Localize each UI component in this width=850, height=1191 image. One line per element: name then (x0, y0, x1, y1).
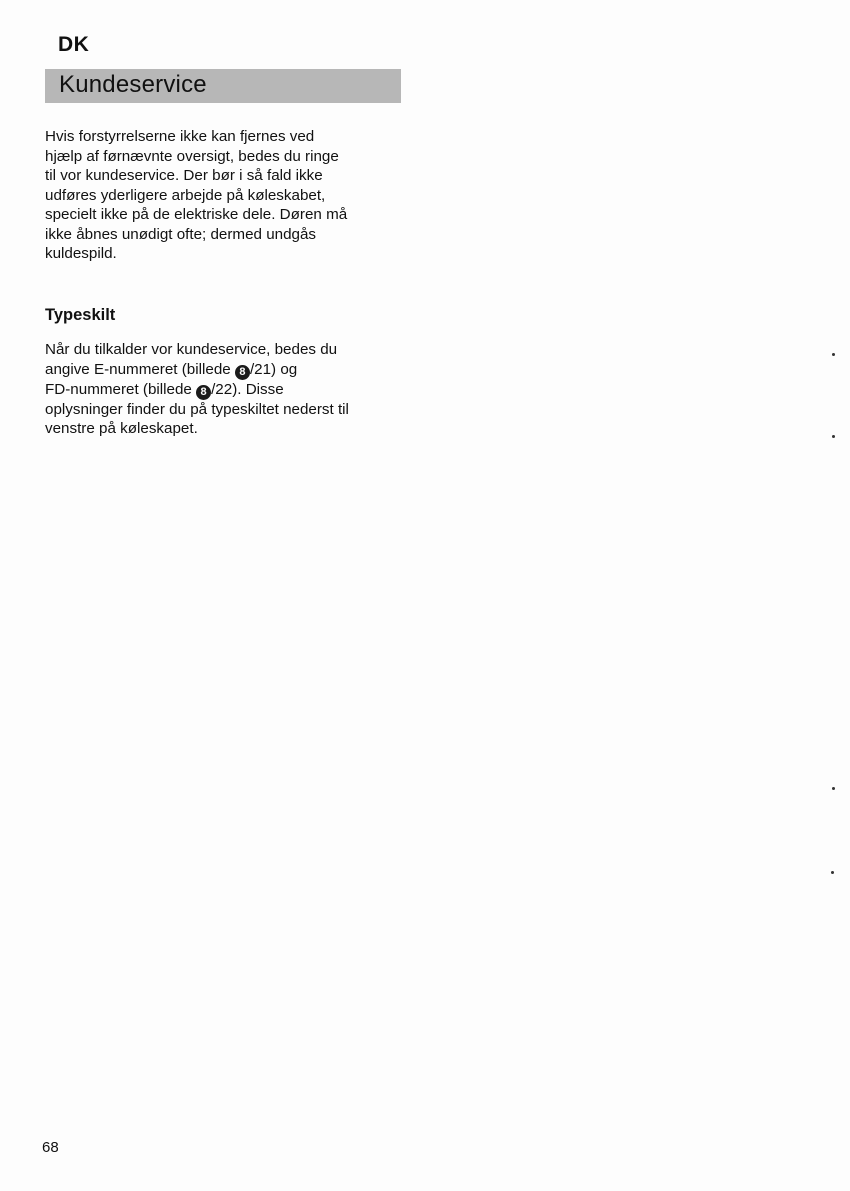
scan-speck (832, 787, 835, 790)
typeplate-paragraph (45, 340, 395, 439)
typeplate-text-segment: /22). Disse (211, 380, 284, 398)
intro-line: specielt ikke på de elektriske dele. Døren må (45, 206, 348, 223)
typeplate-text-segment: FD-nummeret (billede (45, 380, 197, 398)
scan-speck (831, 871, 834, 874)
page-number: 68 (42, 1139, 59, 1156)
scan-speck (832, 353, 835, 356)
figure-number-icon: 8 (196, 385, 211, 400)
section-banner (45, 69, 401, 103)
typeplate-line: Når du tilkalder vor kundeservice, bedes du (45, 341, 338, 358)
intro-line: hjælp af førnævnte oversigt, bedes du ringe (45, 147, 339, 165)
typeplate-text-segment: /21) og (249, 360, 298, 378)
scan-speck (832, 435, 835, 438)
figure-number-icon: 8 (235, 365, 250, 380)
section-title: Kundeservice (59, 71, 207, 98)
intro-line: kuldespild. (45, 245, 117, 262)
typeplate-line (45, 360, 395, 380)
intro-line: til vor kundeservice. Der bør i så fald ikke (45, 167, 323, 184)
typeplate-line: venstre på køleskapet. (45, 420, 198, 437)
typeplate-line: oplysninger finder du på typeskiltet nederst til (45, 400, 349, 418)
intro-line: ikke åbnes unødigt ofte; dermed undgås (45, 225, 317, 243)
typeplate-heading: Typeskilt (45, 306, 116, 324)
intro-paragraph (45, 127, 395, 264)
typeplate-text-segment: angive E-nummeret (billede (45, 360, 235, 378)
intro-line: udføres yderligere arbejde på køleskabet, (45, 186, 326, 204)
intro-line: Hvis forstyrrelserne ikke kan fjernes ved (45, 128, 315, 145)
language-code: DK (58, 33, 90, 56)
typeplate-line (45, 380, 395, 400)
